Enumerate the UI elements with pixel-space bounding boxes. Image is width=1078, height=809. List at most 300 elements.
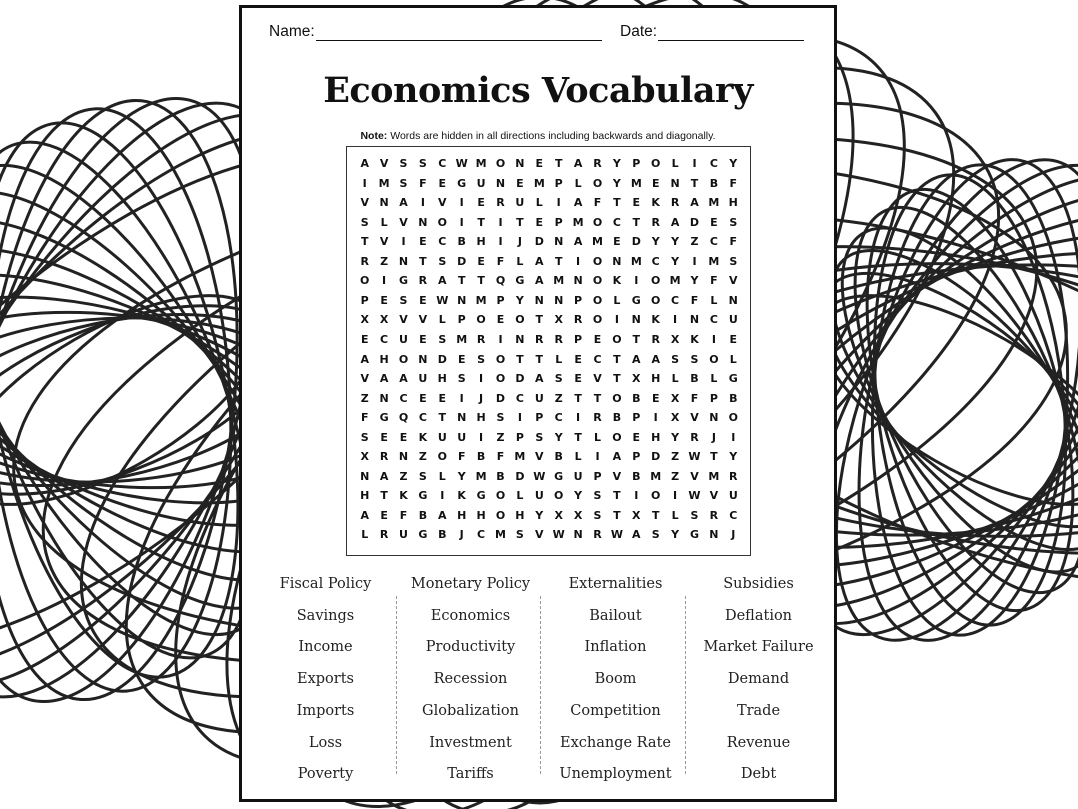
grid-letter[interactable]: L [593, 430, 601, 444]
grid-letter[interactable]: N [689, 313, 700, 327]
grid-letter[interactable]: M [630, 254, 642, 268]
grid-letter[interactable]: D [631, 235, 641, 249]
grid-letter[interactable]: I [498, 332, 503, 346]
grid-letter[interactable]: E [419, 293, 427, 307]
grid-letter[interactable]: V [690, 469, 699, 483]
grid-letter[interactable]: X [670, 332, 680, 346]
grid-letter[interactable]: P [360, 293, 369, 307]
grid-letter[interactable]: W [436, 293, 449, 307]
grid-letter[interactable]: D [457, 254, 467, 268]
grid-letter[interactable]: X [632, 508, 641, 522]
grid-letter[interactable]: N [398, 254, 409, 268]
grid-letter[interactable]: N [457, 293, 467, 307]
grid-letter[interactable]: K [399, 489, 408, 503]
grid-letter[interactable]: U [728, 489, 738, 503]
grid-letter[interactable]: Z [360, 391, 369, 405]
grid-letter[interactable]: T [438, 411, 447, 425]
grid-letter[interactable]: Y [457, 469, 466, 483]
grid-letter[interactable]: W [455, 157, 468, 170]
grid-letter[interactable]: U [573, 469, 583, 483]
grid-letter[interactable]: F [729, 176, 738, 190]
grid-letter[interactable]: R [593, 157, 602, 170]
grid-letter[interactable]: R [593, 528, 602, 542]
grid-letter[interactable]: O [651, 293, 661, 307]
grid-letter[interactable]: O [495, 508, 506, 522]
grid-letter[interactable]: P [535, 411, 544, 425]
grid-letter[interactable]: B [554, 450, 563, 464]
grid-letter[interactable]: S [360, 215, 369, 229]
grid-letter[interactable]: L [613, 293, 621, 307]
grid-letter[interactable]: U [399, 332, 408, 346]
grid-letter[interactable]: L [671, 508, 679, 522]
grid-letter[interactable]: A [690, 196, 699, 210]
grid-letter[interactable]: N [398, 450, 409, 464]
grid-letter[interactable]: Y [574, 489, 583, 503]
grid-letter[interactable]: P [554, 176, 563, 190]
grid-letter[interactable]: E [399, 430, 408, 444]
grid-letter[interactable]: I [459, 215, 464, 229]
grid-letter[interactable]: A [535, 372, 544, 386]
grid-letter[interactable]: O [592, 215, 603, 229]
grid-letter[interactable]: I [401, 235, 406, 249]
grid-letter[interactable]: E [496, 313, 505, 327]
grid-letter[interactable]: Z [380, 254, 389, 268]
grid-letter[interactable]: E [380, 293, 388, 307]
grid-letter[interactable]: P [632, 157, 641, 170]
grid-letter[interactable]: H [728, 196, 738, 210]
grid-letter[interactable]: D [515, 469, 525, 483]
grid-letter[interactable]: P [593, 469, 602, 483]
grid-letter[interactable]: A [573, 196, 583, 210]
grid-letter[interactable]: B [418, 508, 428, 522]
grid-letter[interactable]: B [496, 469, 505, 483]
grid-letter[interactable]: U [418, 372, 428, 386]
grid-letter[interactable]: U [515, 196, 525, 210]
grid-letter[interactable]: G [457, 176, 467, 190]
grid-letter[interactable]: N [612, 254, 622, 268]
grid-letter[interactable]: B [476, 450, 486, 464]
grid-letter[interactable]: Z [418, 450, 427, 464]
grid-letter[interactable]: M [592, 235, 603, 249]
grid-letter[interactable]: C [671, 293, 680, 307]
grid-letter[interactable]: E [516, 176, 524, 190]
grid-letter[interactable]: P [574, 293, 583, 307]
grid-letter[interactable]: F [690, 293, 699, 307]
grid-letter[interactable]: N [379, 196, 389, 210]
grid-letter[interactable]: E [574, 352, 582, 366]
grid-letter[interactable]: E [419, 332, 427, 346]
grid-letter[interactable]: L [671, 372, 679, 386]
grid-letter[interactable]: M [669, 274, 681, 288]
grid-letter[interactable]: T [613, 352, 621, 366]
grid-letter[interactable]: X [632, 372, 641, 386]
grid-letter[interactable]: P [515, 430, 524, 444]
grid-letter[interactable]: C [418, 411, 427, 425]
grid-letter[interactable]: U [534, 489, 544, 503]
grid-letter[interactable]: V [360, 372, 369, 386]
grid-letter[interactable]: R [573, 313, 583, 327]
grid-letter[interactable]: C [438, 235, 447, 249]
grid-letter[interactable]: P [632, 411, 641, 425]
grid-letter[interactable]: P [554, 215, 563, 229]
grid-letter[interactable]: M [378, 176, 390, 190]
grid-letter[interactable]: E [651, 176, 660, 190]
grid-letter[interactable]: E [477, 196, 485, 210]
grid-letter[interactable]: O [476, 313, 486, 327]
grid-letter[interactable]: T [457, 274, 466, 288]
grid-letter[interactable]: Q [495, 274, 506, 288]
grid-letter[interactable]: T [574, 430, 582, 444]
grid-letter[interactable]: C [380, 332, 389, 346]
grid-letter[interactable]: A [670, 215, 680, 229]
grid-letter[interactable]: L [729, 352, 737, 366]
grid-letter[interactable]: Z [671, 450, 680, 464]
grid-letter[interactable]: T [516, 352, 524, 366]
grid-letter[interactable]: S [438, 332, 447, 346]
grid-letter[interactable]: G [554, 469, 564, 483]
grid-letter[interactable]: N [457, 411, 467, 425]
grid-letter[interactable]: A [573, 157, 583, 170]
grid-letter[interactable]: V [535, 450, 544, 464]
grid-letter[interactable]: R [709, 508, 719, 522]
grid-letter[interactable]: Y [612, 176, 621, 190]
grid-letter[interactable]: G [398, 274, 408, 288]
grid-letter[interactable]: R [593, 411, 602, 425]
grid-letter[interactable]: R [535, 332, 544, 346]
grid-letter[interactable]: S [399, 293, 408, 307]
grid-letter[interactable]: E [574, 372, 582, 386]
grid-letter[interactable]: O [592, 254, 603, 268]
grid-letter[interactable]: I [556, 196, 561, 210]
grid-letter[interactable]: S [554, 372, 563, 386]
grid-letter[interactable]: O [651, 157, 661, 170]
grid-letter[interactable]: I [479, 372, 484, 386]
grid-letter[interactable]: I [362, 176, 367, 190]
grid-letter[interactable]: V [709, 489, 719, 503]
grid-letter[interactable]: T [380, 489, 388, 503]
grid-letter[interactable]: U [437, 430, 447, 444]
grid-letter[interactable]: V [360, 196, 369, 210]
grid-letter[interactable]: S [671, 352, 680, 366]
grid-letter[interactable]: N [534, 293, 544, 307]
grid-letter[interactable]: C [554, 411, 563, 425]
grid-letter[interactable]: C [438, 157, 447, 170]
grid-letter[interactable]: Y [671, 528, 680, 542]
grid-letter[interactable]: J [731, 528, 736, 542]
grid-letter[interactable]: M [708, 196, 720, 210]
grid-letter[interactable]: F [729, 235, 738, 249]
grid-letter[interactable]: J [517, 235, 522, 249]
grid-letter[interactable]: I [459, 391, 464, 405]
grid-letter[interactable]: E [535, 157, 544, 170]
grid-letter[interactable]: T [690, 176, 699, 190]
grid-letter[interactable]: N [515, 157, 525, 170]
grid-letter[interactable]: F [496, 254, 505, 268]
grid-letter[interactable]: T [613, 372, 621, 386]
grid-letter[interactable]: O [360, 274, 370, 288]
grid-letter[interactable]: C [709, 313, 718, 327]
grid-letter[interactable]: I [459, 196, 464, 210]
grid-letter[interactable]: S [360, 430, 369, 444]
grid-letter[interactable]: H [476, 235, 486, 249]
grid-letter[interactable]: F [399, 508, 408, 522]
grid-letter[interactable]: S [690, 352, 699, 366]
grid-letter[interactable]: I [634, 489, 639, 503]
grid-letter[interactable]: P [574, 332, 583, 346]
grid-letter[interactable]: L [574, 450, 582, 464]
grid-letter[interactable]: E [729, 332, 738, 346]
grid-letter[interactable]: A [632, 528, 641, 542]
grid-letter[interactable]: V [418, 313, 428, 327]
grid-letter[interactable]: S [399, 176, 408, 190]
grid-letter[interactable]: R [554, 332, 563, 346]
grid-letter[interactable]: Y [729, 157, 738, 170]
grid-letter[interactable]: E [438, 391, 447, 405]
grid-letter[interactable]: A [379, 372, 389, 386]
grid-letter[interactable]: Z [496, 430, 505, 444]
grid-letter[interactable]: C [399, 391, 408, 405]
grid-letter[interactable]: P [632, 450, 641, 464]
grid-letter[interactable]: Y [671, 430, 680, 444]
grid-letter[interactable]: N [573, 528, 583, 542]
grid-letter[interactable]: S [418, 469, 427, 483]
grid-letter[interactable]: Q [398, 411, 409, 425]
grid-letter[interactable]: I [498, 215, 503, 229]
grid-letter[interactable]: T [613, 508, 621, 522]
grid-letter[interactable]: Y [535, 508, 544, 522]
date-field[interactable] [620, 23, 804, 41]
grid-letter[interactable]: O [612, 332, 622, 346]
grid-letter[interactable]: C [515, 391, 524, 405]
grid-letter[interactable]: C [709, 157, 718, 170]
grid-letter[interactable]: C [593, 352, 602, 366]
grid-letter[interactable]: G [631, 293, 641, 307]
grid-letter[interactable]: H [515, 508, 525, 522]
grid-letter[interactable]: A [379, 469, 389, 483]
grid-letter[interactable]: Y [515, 293, 524, 307]
grid-letter[interactable]: P [496, 293, 505, 307]
grid-letter[interactable]: E [535, 215, 544, 229]
grid-letter[interactable]: S [690, 508, 699, 522]
grid-letter[interactable]: S [515, 528, 524, 542]
grid-letter[interactable]: T [710, 450, 718, 464]
grid-letter[interactable]: V [399, 313, 408, 327]
grid-letter[interactable]: N [554, 235, 564, 249]
name-field[interactable] [269, 23, 602, 41]
grid-letter[interactable]: O [495, 372, 506, 386]
grid-letter[interactable]: F [690, 391, 699, 405]
grid-letter[interactable]: S [399, 157, 408, 170]
grid-letter[interactable]: R [496, 196, 505, 210]
grid-letter[interactable]: N [709, 411, 719, 425]
grid-letter[interactable]: F [496, 450, 505, 464]
grid-letter[interactable]: A [360, 157, 369, 170]
grid-letter[interactable]: N [728, 293, 738, 307]
grid-letter[interactable]: D [651, 450, 661, 464]
grid-letter[interactable]: H [379, 352, 389, 366]
grid-letter[interactable]: T [516, 215, 524, 229]
grid-letter[interactable]: W [688, 450, 701, 464]
grid-letter[interactable]: S [593, 489, 602, 503]
grid-letter[interactable]: Y [690, 274, 699, 288]
grid-letter[interactable]: Y [671, 254, 680, 268]
grid-letter[interactable]: I [673, 313, 678, 327]
grid-letter[interactable]: B [438, 528, 447, 542]
grid-letter[interactable]: N [418, 352, 428, 366]
grid-letter[interactable]: L [710, 372, 718, 386]
grid-letter[interactable]: M [708, 469, 720, 483]
grid-letter[interactable]: A [438, 508, 447, 522]
grid-letter[interactable]: Z [690, 235, 699, 249]
grid-letter[interactable]: V [399, 215, 408, 229]
grid-letter[interactable]: A [573, 235, 583, 249]
grid-letter[interactable]: D [534, 235, 544, 249]
grid-letter[interactable]: N [495, 176, 506, 190]
grid-letter[interactable]: N [631, 313, 641, 327]
grid-letter[interactable]: P [709, 391, 718, 405]
grid-letter[interactable]: E [380, 430, 388, 444]
grid-letter[interactable]: O [437, 215, 447, 229]
grid-letter[interactable]: M [630, 176, 642, 190]
grid-letter[interactable]: D [689, 215, 700, 229]
grid-letter[interactable]: G [476, 489, 486, 503]
grid-letter[interactable]: H [651, 372, 661, 386]
grid-letter[interactable]: U [534, 391, 544, 405]
grid-letter[interactable]: V [690, 411, 699, 425]
grid-letter[interactable]: B [612, 411, 622, 425]
grid-letter[interactable]: X [554, 313, 563, 327]
grid-letter[interactable]: S [438, 254, 447, 268]
grid-letter[interactable]: A [360, 508, 369, 522]
grid-letter[interactable]: U [476, 176, 486, 190]
grid-letter[interactable]: I [576, 254, 581, 268]
grid-letter[interactable]: S [535, 430, 544, 444]
grid-letter[interactable]: K [690, 332, 699, 346]
grid-letter[interactable]: N [418, 215, 428, 229]
grid-letter[interactable]: T [419, 254, 427, 268]
grid-letter[interactable]: E [419, 391, 427, 405]
grid-letter[interactable]: F [457, 450, 466, 464]
grid-letter[interactable]: W [688, 489, 701, 503]
grid-letter[interactable]: D [495, 391, 506, 405]
grid-letter[interactable]: Y [671, 235, 680, 249]
grid-letter[interactable]: O [495, 352, 506, 366]
grid-letter[interactable]: R [651, 215, 660, 229]
grid-letter[interactable]: D [437, 352, 447, 366]
grid-letter[interactable]: S [496, 411, 505, 425]
grid-letter[interactable]: U [457, 430, 467, 444]
grid-letter[interactable]: T [535, 313, 544, 327]
grid-letter[interactable]: J [711, 430, 716, 444]
grid-letter[interactable]: O [651, 274, 661, 288]
grid-letter[interactable]: I [653, 411, 658, 425]
grid-letter[interactable]: M [475, 157, 487, 170]
grid-letter[interactable]: E [593, 332, 602, 346]
grid-letter[interactable]: E [632, 196, 641, 210]
grid-letter[interactable]: V [593, 372, 602, 386]
grid-letter[interactable]: T [632, 215, 641, 229]
grid-letter[interactable]: L [438, 313, 446, 327]
grid-letter[interactable]: M [495, 528, 506, 542]
grid-letter[interactable]: X [360, 450, 369, 464]
grid-letter[interactable]: H [360, 489, 370, 503]
grid-letter[interactable]: G [418, 489, 428, 503]
grid-letter[interactable]: M [456, 332, 468, 346]
grid-letter[interactable]: E [438, 176, 447, 190]
grid-letter[interactable]: E [632, 430, 641, 444]
grid-letter[interactable]: Y [729, 450, 738, 464]
grid-letter[interactable]: R [418, 274, 428, 288]
grid-letter[interactable]: F [710, 274, 718, 288]
grid-letter[interactable]: R [729, 469, 738, 483]
grid-letter[interactable]: S [457, 372, 466, 386]
grid-letter[interactable]: E [651, 391, 660, 405]
grid-letter[interactable]: O [554, 489, 564, 503]
grid-letter[interactable]: B [709, 176, 719, 190]
grid-letter[interactable]: X [573, 508, 583, 522]
grid-letter[interactable]: L [671, 157, 679, 170]
grid-letter[interactable]: I [382, 274, 387, 288]
grid-letter[interactable]: V [379, 235, 389, 249]
grid-letter[interactable]: S [651, 528, 660, 542]
grid-letter[interactable]: Y [612, 157, 621, 170]
grid-letter[interactable]: L [516, 489, 524, 503]
grid-letter[interactable]: T [593, 391, 602, 405]
grid-letter[interactable]: K [457, 489, 466, 503]
grid-letter[interactable]: R [379, 528, 389, 542]
grid-letter[interactable]: W [533, 469, 546, 483]
grid-letter[interactable]: K [651, 196, 660, 210]
grid-letter[interactable]: O [592, 313, 603, 327]
grid-letter[interactable]: S [418, 157, 427, 170]
grid-letter[interactable]: H [651, 430, 661, 444]
grid-letter[interactable]: I [614, 313, 619, 327]
grid-letter[interactable]: L [535, 196, 543, 210]
grid-letter[interactable]: U [728, 313, 738, 327]
grid-letter[interactable]: W [610, 528, 623, 542]
grid-letter[interactable]: I [711, 332, 716, 346]
grid-letter[interactable]: Z [399, 469, 408, 483]
grid-letter[interactable]: B [632, 469, 641, 483]
grid-letter[interactable]: O [495, 489, 506, 503]
grid-letter[interactable]: Z [671, 469, 680, 483]
grid-letter[interactable]: A [535, 274, 544, 288]
grid-letter[interactable]: N [554, 293, 564, 307]
grid-letter[interactable]: T [477, 215, 485, 229]
grid-letter[interactable]: O [515, 313, 525, 327]
grid-letter[interactable]: O [612, 430, 622, 444]
grid-letter[interactable]: O [651, 489, 661, 503]
grid-letter[interactable]: I [498, 235, 503, 249]
grid-letter[interactable]: I [517, 411, 522, 425]
grid-letter[interactable]: X [670, 391, 680, 405]
grid-letter[interactable]: T [613, 196, 621, 210]
grid-letter[interactable]: T [535, 352, 544, 366]
grid-letter[interactable]: C [729, 508, 738, 522]
grid-letter[interactable]: S [729, 254, 738, 268]
grid-letter[interactable]: M [475, 293, 487, 307]
grid-letter[interactable]: K [612, 274, 622, 288]
grid-letter[interactable]: G [728, 372, 738, 386]
grid-letter[interactable]: H [437, 372, 447, 386]
grid-letter[interactable]: L [438, 469, 446, 483]
grid-letter[interactable]: M [708, 254, 720, 268]
grid-letter[interactable]: N [360, 469, 370, 483]
grid-letter[interactable]: T [554, 157, 563, 170]
grid-letter[interactable]: C [709, 235, 718, 249]
grid-letter[interactable]: L [574, 176, 582, 190]
grid-letter[interactable]: R [690, 430, 699, 444]
